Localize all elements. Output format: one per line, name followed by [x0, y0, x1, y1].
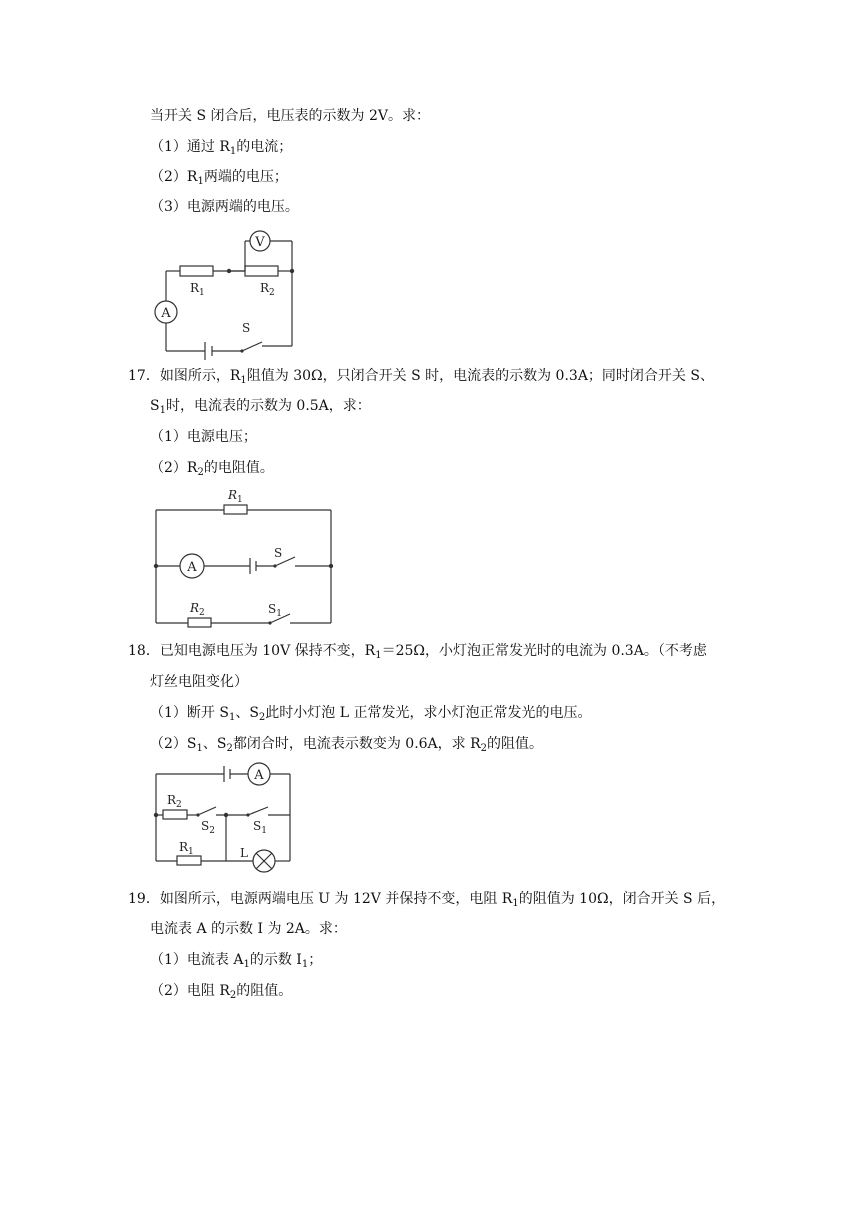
- ammeter-label: A: [161, 306, 171, 321]
- q16-intro: 当开关 S 闭合后，电压表的示数为 2V。求：: [150, 108, 430, 124]
- ammeter-label: A: [254, 768, 264, 783]
- q16-part1: （1）通过 $R_1$的电流；: [150, 139, 293, 157]
- q17-part1: （1）电源电压；: [150, 429, 257, 445]
- q18-line2: 灯丝电阻变化）: [150, 674, 248, 690]
- q19-line1: 19．如图所示，电源两端电压 U 为 12V 并保持不变，电阻 $R_1$的阻值为 10Ω，闭合开关 S 后，: [128, 891, 726, 909]
- q18-circuit-diagram: [150, 762, 300, 868]
- q17-circuit-diagram: [150, 486, 340, 626]
- r1-label: $R_1$: [190, 281, 205, 298]
- r2-label: $R_2$: [167, 793, 182, 810]
- r2-label: $R_2$: [190, 601, 205, 618]
- switch-s2-label: $S_2$: [201, 819, 215, 836]
- r2-label: $R_2$: [260, 281, 275, 298]
- q16-circuit-diagram: [150, 226, 300, 356]
- q18-part2: $(2)S_1$、$S_2$都闭合时，电流表示数变为 0.6A，求 $R_2$的阻值。: [150, 736, 544, 754]
- q19-line2: 电流表 A 的示数 I 为 2A。求：: [150, 921, 347, 937]
- q16-part2: $(2)R_1$两端的电压；: [150, 169, 288, 187]
- lamp-label: L: [240, 846, 248, 860]
- ammeter-label: A: [187, 560, 197, 575]
- switch-s-label: S: [242, 321, 251, 335]
- q18-part1: （1）断开 $S_1$、$S_2$此时小灯泡 L 正常发光，求小灯泡正常发光的电压。: [150, 705, 592, 723]
- q16-part3: （3）电源两端的电压。: [150, 199, 299, 215]
- switch-s1-label: $S_1$: [268, 602, 282, 619]
- q19-part1: （1）电流表 $A_1$的示数 $I_1$；: [150, 952, 323, 970]
- switch-s1-label: $S_1$: [253, 819, 267, 836]
- q18-line1: 18．已知电源电压为 10V 保持不变，$R_1=25\Omega$，小灯泡正常发光时的电流为 0.3A。（不考虑: [128, 643, 707, 661]
- q19-part2: （2）电阻 $R_2$的阻值。: [150, 983, 293, 1001]
- r1-label: $R_1$: [228, 488, 243, 505]
- r1-label: $R_1$: [179, 840, 194, 857]
- switch-s-label: S: [274, 546, 283, 560]
- q17-part2: $(2)R_2$的电阻值。: [150, 460, 274, 478]
- q17-line2: $S_1$时，电流表的示数为 0.5A，求：: [150, 398, 371, 416]
- voltmeter-label: V: [255, 235, 265, 250]
- q17-line1: 17．如图所示，$R_1$阻值为 30Ω，只闭合开关 S 时，电流表的示数为 0.3A；同时闭合开关 S、: [128, 368, 714, 386]
